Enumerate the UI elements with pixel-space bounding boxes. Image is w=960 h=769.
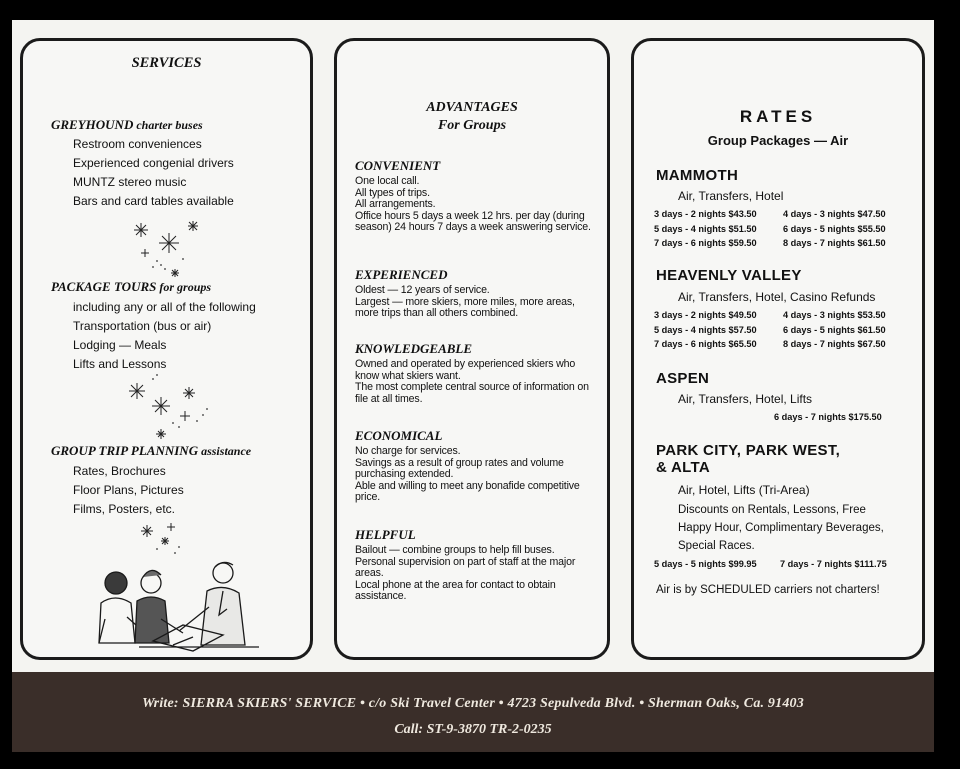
package-tours-heading: PACKAGE TOURS for groups [51, 279, 212, 294]
aspen-price: 6 days - 7 nights $175.50 [774, 412, 882, 422]
advantage-text: Bailout — combine groups to help fill buses. Personal supervision on part of staff at the major areas. Local phone at the area for contact to obtain assistance. [355, 544, 576, 603]
list-item: Lifts and Lessons [73, 357, 167, 371]
greyhound-heading: GREYHOUND charter buses [51, 117, 203, 132]
advantage-heading: HELPFUL [355, 527, 416, 542]
advantage-heading: CONVENIENT [355, 158, 441, 173]
mammoth-prices: 3 days - 2 nights $43.50 4 days - 3 nights $47.50 5 days - 4 nights $51.50 6 days - 5 nights $55.50 7 days - 6 nights $59.50 8 days - 7 nights $61.50 [654, 209, 886, 248]
advantage-heading: EXPERIENCED [355, 267, 448, 282]
advantage-convenient [355, 158, 595, 234]
heavenly-valley-name: HEAVENLY VALLEY [656, 267, 802, 284]
footer-address: Write: SIERRA SKIERS' SERVICE • c/o Ski Travel Center • 4723 Sepulveda Blvd. • Sherman Oaks, Ca. 91403 [142, 696, 804, 711]
services-panel [20, 38, 313, 660]
park-city-name: PARK CITY, PARK WEST, & ALTA [656, 442, 841, 476]
rates-subtitle: Group Packages — Air [707, 133, 849, 148]
advantages-title: ADVANTAGES For Groups [426, 100, 518, 133]
people-meeting-illustration-icon [83, 561, 263, 659]
advantage-text: Oldest — 12 years of service. Largest — more skiers, more miles, more areas, more trips than all others combined. [355, 284, 575, 320]
advantage-text: Owned and operated by experienced skiers who know what skiers want. The most complete central source of information on file at all times. [355, 358, 589, 405]
footer-phone: Call: ST-9-3870 TR-2-0235 [394, 722, 552, 737]
advantage-text: No charge for services. Savings as a result of group rates and volume purchasing extended. Able and willing to meet any bonafide competitive price. [355, 445, 580, 504]
group-trip-planning-list [73, 462, 184, 519]
park-city-prices: 5 days - 5 nights $99.95 7 days - 7 nights $111.75 [654, 559, 887, 569]
advantage-helpful [355, 527, 595, 603]
advantage-experienced [355, 267, 595, 320]
advantages-panel [334, 38, 610, 660]
list-item: Transportation (bus or air) [73, 319, 212, 333]
advantage-heading: KNOWLEDGEABLE [355, 341, 473, 356]
list-item: Floor Plans, Pictures [73, 483, 184, 497]
list-item: Films, Posters, etc. [73, 502, 176, 516]
heavenly-valley-includes: Air, Transfers, Hotel, Casino Refunds [678, 290, 876, 304]
list-item: Rates, Brochures [73, 464, 166, 478]
list-item: Experienced congenial drivers [73, 156, 234, 170]
group-trip-planning-heading: GROUP TRIP PLANNING assistance [51, 443, 252, 458]
air-note: Air is by SCHEDULED carriers not charters! [656, 584, 880, 596]
advantage-heading: ECONOMICAL [355, 428, 443, 443]
stars-decoration-icon [123, 371, 223, 445]
rates-panel [631, 38, 925, 660]
list-item: Bars and card tables available [73, 194, 234, 208]
contact-footer [12, 672, 934, 752]
greyhound-list [73, 135, 234, 211]
aspen-includes: Air, Transfers, Hotel, Lifts [678, 392, 813, 406]
stars-decoration-icon [123, 213, 213, 281]
heavenly-valley-prices: 3 days - 2 nights $49.50 4 days - 3 nights $53.50 5 days - 4 nights $57.50 6 days - 5 nights $61.50 7 days - 6 nights $65.50 8 days - 7 nights $67.50 [654, 310, 886, 349]
list-item: MUNTZ stereo music [73, 175, 187, 189]
package-tours-list [73, 298, 256, 374]
list-item: Restroom conveniences [73, 137, 202, 151]
rates-title: RATES [739, 107, 817, 126]
aspen-name: ASPEN [656, 370, 710, 387]
mammoth-name: MAMMOTH [656, 167, 739, 184]
mammoth-includes: Air, Transfers, Hotel [678, 189, 784, 203]
park-city-includes: Air, Hotel, Lifts (Tri-Area) [678, 483, 810, 497]
advantage-text: One local call. All types of trips. All arrangements. Office hours 5 days a week 12 hrs. per day (during season) 24 hours 7 days a week answering service. [355, 175, 591, 234]
list-item: Lodging — Meals [73, 338, 167, 352]
list-item: including any or all of the following [73, 300, 256, 314]
advantage-economical [355, 428, 595, 504]
advantage-knowledgeable [355, 341, 595, 405]
services-title: SERVICES [131, 55, 202, 71]
park-city-extras: Discounts on Rentals, Lessons, Free Happy Hour, Complimentary Beverages, Special Races. [678, 504, 884, 552]
stars-decoration-icon [135, 519, 195, 559]
